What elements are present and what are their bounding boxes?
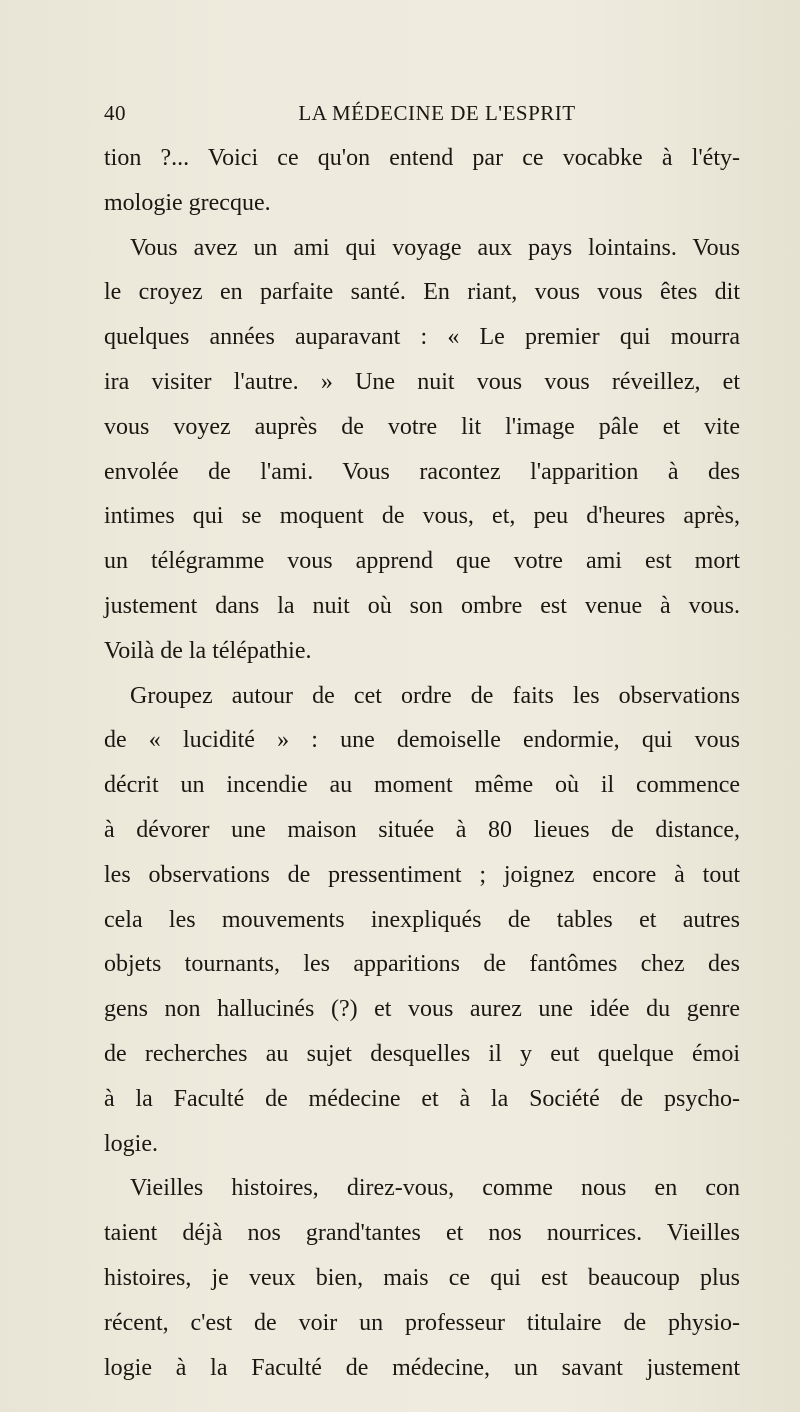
text-line: histoires, je veux bien, mais ce qui est beaucoup plus (104, 1264, 740, 1291)
text-line: cela les mouvements inexpliqués de tables et autres (104, 906, 740, 933)
text-line: le croyez en parfaite santé. En riant, vous vous êtes dit (104, 279, 740, 306)
text-line: logie. (104, 1130, 158, 1157)
text-line: mologie grecque. (104, 189, 271, 216)
text-line: taient déjà nos grand'tantes et nos nourrices. Vieilles (104, 1220, 740, 1247)
text-line: Voilà de la télépathie. (104, 637, 312, 664)
text-line: quelques années auparavant : « Le premier qui mourra (104, 324, 740, 351)
page-header (104, 101, 744, 131)
body-text (104, 136, 740, 1390)
text-line: de recherches au sujet desquelles il y eut quelque émoi (104, 1040, 740, 1067)
text-line: logie à la Faculté de médecine, un savant justement (104, 1354, 740, 1381)
text-line: Vieilles histoires, direz-vous, comme nous en con (130, 1175, 740, 1202)
page-number: 40 (104, 101, 126, 125)
text-line: Vous avez un ami qui voyage aux pays lointains. Vous (130, 234, 740, 261)
text-line: tion ?... Voici ce qu'on entend par ce vocabke à l'éty- (104, 145, 740, 171)
text-line: décrit un incendie au moment même où il commence (104, 772, 740, 799)
text-line: de « lucidité » : une demoiselle endormie, qui vous (104, 727, 740, 754)
text-line: Groupez autour de cet ordre de faits les observations (130, 682, 740, 709)
text-line: envolée de l'ami. Vous racontez l'apparition à des (104, 458, 740, 485)
text-line: à la Faculté de médecine et à la Société de psycho- (104, 1085, 740, 1112)
text-line: vous voyez auprès de votre lit l'image pâle et vite (104, 413, 740, 440)
text-line: gens non hallucinés (?) et vous aurez une idée du genre (104, 996, 740, 1023)
running-title: LA MÉDECINE DE L'ESPRIT (298, 101, 576, 125)
text-line: justement dans la nuit où son ombre est venue à vous. (104, 592, 740, 619)
text-line: récent, c'est de voir un professeur titulaire de physio- (104, 1309, 740, 1336)
text-line: ira visiter l'autre. » Une nuit vous vous réveillez, et (104, 368, 740, 395)
text-line: intimes qui se moquent de vous, et, peu d'heures après, (104, 503, 740, 530)
text-line: un télégramme vous apprend que votre ami est mort (104, 548, 740, 575)
text-line: objets tournants, les apparitions de fantômes chez des (104, 951, 740, 978)
text-line: à dévorer une maison située à 80 lieues de distance, (104, 816, 740, 843)
text-line: les observations de pressentiment ; joignez encore à tout (104, 861, 740, 888)
